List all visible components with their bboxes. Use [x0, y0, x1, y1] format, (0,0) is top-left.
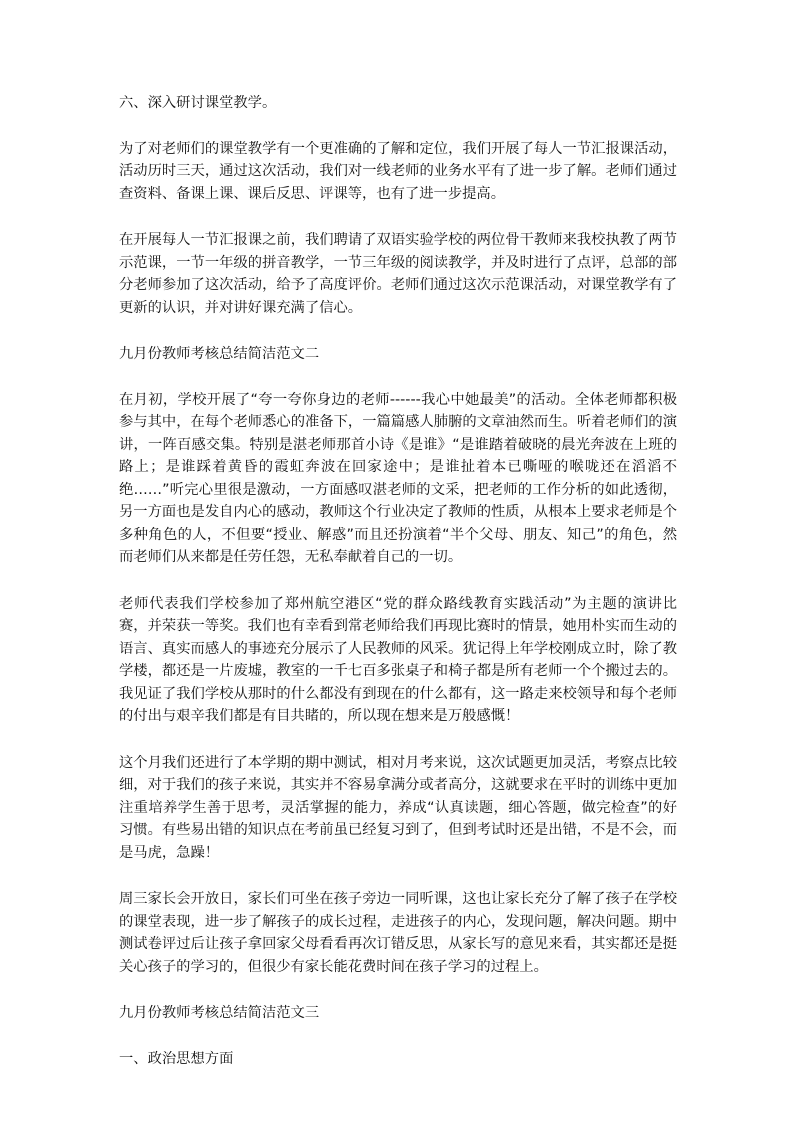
section-heading-research: 六、深入研讨课堂教学。: [119, 95, 277, 111]
section-heading-sample-two: 九月份教师考核总结简洁范文二: [119, 346, 320, 362]
section-heading-sample-three: 九月份教师考核总结简洁范文三: [119, 1005, 320, 1021]
section-heading-political: 一、政治思想方面: [119, 1050, 234, 1067]
paragraph: 为了对老师们的课堂教学有一个更准确的了解和定位，我们开展了每人一节汇报课活动，活动历时三天，通过这次活动，我们对一线老师的业务水平有了进一步了解。老师们通过查资料、备课上课、课后反思、评课等，也有了进一步提高。: [119, 140, 677, 202]
document-body: [119, 92, 677, 1070]
paragraph: 在月初，学校开展了“夸一夸你身边的老师------我心中她最美”的活动。全体老师都积极参与其中，在每个老师悉心的准备下，一篇篇感人肺腑的文章油然而生。听着老师们的演讲，一阵百感交集。特别是湛老师那首小诗《是谁》“是谁踏着破晓的晨光奔波在上班的路上；是谁踩着黄昏的霞虹奔波在回家途中；是谁扯着本已嘶哑的喉咙还在滔滔不绝……”听完心里很是激动，一方面感叹湛老师的文采，把老师的工作分析的如此透彻，另一方面也是发自内心的感动，教师这个行业决定了教师的性质，从根本上要求老师是个多种角色的人，不但要“授业、解惑”而且还扮演着“半个父母、朋友、知己”的角色，然而老师们从来都是任劳任怨，无私奉献着自己的一切。: [119, 391, 677, 565]
paragraph: 老师代表我们学校参加了郑州航空港区“党的群众路线教育实践活动”为主题的演讲比赛，并荣获一等奖。我们也有幸看到常老师给我们再现比赛时的情景，她用朴实而生动的语言、真实而感人的事迹充分展示了人民教师的风采。犹记得上年学校刚成立时，除了教学楼，都还是一片废墟，教室的一千七百多张桌子和椅子都是所有老师一个个搬过去的。我见证了我们学校从那时的什么都没有到现在的什么都有，这一路走来校领导和每个老师的付出与艰辛我们都是有目共睹的，所以现在想来是万般感慨！: [119, 595, 677, 724]
paragraph: 这个月我们还进行了本学期的期中测试，相对月考来说，这次试题更加灵活，考察点比较细，对于我们的孩子来说，其实并不容易拿满分或者高分，这就要求在平时的训练中更加注重培养学生善于思考，灵活掌握的能力，养成“认真读题，细心答题，做完检查”的好习惯。有些易出错的知识点在考前虽已经复习到了，但到考试时还是出错，不是不会，而是马虎，急躁！: [119, 754, 677, 861]
paragraph: 在开展每人一节汇报课之前，我们聘请了双语实验学校的两位骨干教师来我校执教了两节示范课，一节一年级的拼音教学，一节三年级的阅读教学，并及时进行了点评，总部的部分老师参加了这次活动，给予了高度评价。老师们通过这次示范课活动，对课堂教学有了更新的认识，并对讲好课充满了信心。: [119, 232, 677, 316]
paragraph: 周三家长会开放日，家长们可坐在孩子旁边一同听课，这也让家长充分了解了孩子在学校的课堂表现，进一步了解孩子的成长过程，走进孩子的内心，发现问题，解决问题。期中测试卷评过后让孩子拿回家父母看看再次订错反思，从家长写的意见来看，其实都还是挺关心孩子的学习的，但很少有家长能花费时间在孩子学习的过程上。: [119, 891, 677, 975]
